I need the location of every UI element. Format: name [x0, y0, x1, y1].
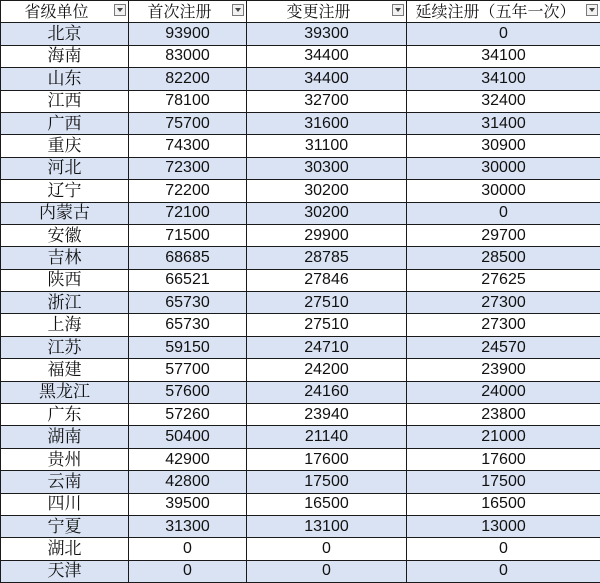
cell-renewal-registration[interactable]: 21000 [407, 426, 600, 448]
filter-dropdown-icon[interactable] [232, 4, 244, 16]
cell-change-registration[interactable]: 23940 [247, 404, 407, 426]
table-row [1, 224, 600, 246]
cell-change-registration[interactable]: 0 [247, 538, 407, 560]
column-header-label: 延续注册（五年一次） [415, 2, 575, 21]
cell-first-registration[interactable]: 42900 [129, 448, 247, 470]
cell-first-registration[interactable]: 93900 [129, 23, 247, 45]
cell-first-registration[interactable]: 57260 [129, 404, 247, 426]
table-row [1, 560, 600, 582]
cell-renewal-registration[interactable]: 0 [407, 202, 600, 224]
cell-renewal-registration[interactable]: 17500 [407, 471, 600, 493]
cell-first-registration[interactable]: 39500 [129, 493, 247, 515]
cell-renewal-registration[interactable]: 27300 [407, 292, 600, 314]
cell-renewal-registration[interactable]: 28500 [407, 247, 600, 269]
table-row [1, 336, 600, 358]
cell-first-registration[interactable]: 65730 [129, 314, 247, 336]
cell-first-registration[interactable]: 78100 [129, 90, 247, 112]
cell-change-registration[interactable]: 24200 [247, 359, 407, 381]
cell-renewal-registration[interactable]: 31400 [407, 112, 600, 134]
cell-renewal-registration[interactable]: 24000 [407, 381, 600, 403]
table-row [1, 471, 600, 493]
table-row [1, 538, 600, 560]
cell-province[interactable]: 山东 [1, 68, 129, 90]
table-row [1, 45, 600, 67]
cell-change-registration[interactable]: 13100 [247, 515, 407, 537]
cell-first-registration[interactable]: 68685 [129, 247, 247, 269]
table-row [1, 448, 600, 470]
cell-change-registration[interactable]: 30300 [247, 157, 407, 179]
cell-renewal-registration[interactable]: 16500 [407, 493, 600, 515]
cell-first-registration[interactable]: 72200 [129, 180, 247, 202]
cell-first-registration[interactable]: 72300 [129, 157, 247, 179]
cell-change-registration[interactable]: 24710 [247, 336, 407, 358]
cell-first-registration[interactable]: 66521 [129, 269, 247, 291]
cell-first-registration[interactable]: 72100 [129, 202, 247, 224]
cell-change-registration[interactable]: 16500 [247, 493, 407, 515]
cell-renewal-registration[interactable]: 0 [407, 538, 600, 560]
cell-province[interactable]: 云南 [1, 471, 129, 493]
cell-renewal-registration[interactable]: 27625 [407, 269, 600, 291]
table-row [1, 269, 600, 291]
table-row [1, 112, 600, 134]
cell-change-registration[interactable]: 31100 [247, 135, 407, 157]
table-row [1, 493, 600, 515]
cell-change-registration[interactable]: 39300 [247, 23, 407, 45]
cell-first-registration[interactable]: 57700 [129, 359, 247, 381]
cell-province[interactable]: 海南 [1, 45, 129, 67]
table-row [1, 23, 600, 45]
cell-change-registration[interactable]: 30200 [247, 180, 407, 202]
cell-province[interactable]: 福建 [1, 359, 129, 381]
cell-renewal-registration[interactable]: 29700 [407, 224, 600, 246]
cell-renewal-registration[interactable]: 23900 [407, 359, 600, 381]
cell-province[interactable]: 广东 [1, 404, 129, 426]
cell-first-registration[interactable]: 42800 [129, 471, 247, 493]
cell-province[interactable]: 天津 [1, 560, 129, 582]
cell-renewal-registration[interactable]: 13000 [407, 515, 600, 537]
cell-renewal-registration[interactable]: 23800 [407, 404, 600, 426]
column-header-first-registration[interactable] [129, 1, 247, 23]
cell-province[interactable]: 重庆 [1, 135, 129, 157]
table-row [1, 314, 600, 336]
table-row [1, 180, 600, 202]
cell-renewal-registration[interactable]: 30000 [407, 157, 600, 179]
cell-renewal-registration[interactable]: 0 [407, 560, 600, 582]
column-header-province[interactable] [1, 1, 129, 23]
table-row [1, 426, 600, 448]
filter-dropdown-icon[interactable] [586, 4, 598, 16]
cell-first-registration[interactable]: 0 [129, 538, 247, 560]
cell-renewal-registration[interactable]: 32400 [407, 90, 600, 112]
cell-change-registration[interactable]: 34400 [247, 68, 407, 90]
cell-first-registration[interactable]: 0 [129, 560, 247, 582]
cell-province[interactable]: 上海 [1, 314, 129, 336]
cell-change-registration[interactable]: 27846 [247, 269, 407, 291]
cell-change-registration[interactable]: 30200 [247, 202, 407, 224]
cell-renewal-registration[interactable]: 27300 [407, 314, 600, 336]
cell-renewal-registration[interactable]: 34100 [407, 45, 600, 67]
cell-first-registration[interactable]: 57600 [129, 381, 247, 403]
cell-province[interactable]: 广西 [1, 112, 129, 134]
cell-province[interactable]: 吉林 [1, 247, 129, 269]
cell-renewal-registration[interactable]: 30000 [407, 180, 600, 202]
cell-first-registration[interactable]: 65730 [129, 292, 247, 314]
cell-first-registration[interactable]: 59150 [129, 336, 247, 358]
cell-change-registration[interactable]: 31600 [247, 112, 407, 134]
cell-province[interactable]: 江西 [1, 90, 129, 112]
table-row [1, 515, 600, 537]
cell-province[interactable]: 贵州 [1, 448, 129, 470]
cell-province[interactable]: 黑龙江 [1, 381, 129, 403]
column-header-label: 首次注册 [147, 2, 211, 21]
cell-change-registration[interactable]: 28785 [247, 247, 407, 269]
table-row [1, 292, 600, 314]
cell-change-registration[interactable]: 27510 [247, 292, 407, 314]
table-row [1, 202, 600, 224]
table-row [1, 135, 600, 157]
filter-dropdown-icon[interactable] [114, 4, 126, 16]
column-header-label: 变更注册 [286, 2, 350, 21]
cell-province[interactable]: 四川 [1, 493, 129, 515]
cell-province[interactable]: 湖南 [1, 426, 129, 448]
column-header-change-registration[interactable] [247, 1, 407, 23]
header-row [1, 1, 600, 23]
table-row [1, 404, 600, 426]
filter-dropdown-icon[interactable] [392, 4, 404, 16]
column-header-label: 省级单位 [24, 2, 88, 21]
cell-first-registration[interactable]: 75700 [129, 112, 247, 134]
cell-first-registration[interactable]: 50400 [129, 426, 247, 448]
column-header-renewal-registration[interactable] [407, 1, 600, 23]
cell-first-registration[interactable]: 82200 [129, 68, 247, 90]
cell-province[interactable]: 江苏 [1, 336, 129, 358]
cell-change-registration[interactable]: 34400 [247, 45, 407, 67]
cell-renewal-registration[interactable]: 24570 [407, 336, 600, 358]
table-row [1, 247, 600, 269]
cell-first-registration[interactable]: 71500 [129, 224, 247, 246]
table-row [1, 90, 600, 112]
cell-change-registration[interactable]: 21140 [247, 426, 407, 448]
cell-change-registration[interactable]: 17600 [247, 448, 407, 470]
cell-change-registration[interactable]: 17500 [247, 471, 407, 493]
cell-change-registration[interactable]: 0 [247, 560, 407, 582]
cell-change-registration[interactable]: 29900 [247, 224, 407, 246]
cell-renewal-registration[interactable]: 30900 [407, 135, 600, 157]
cell-province[interactable]: 浙江 [1, 292, 129, 314]
cell-first-registration[interactable]: 31300 [129, 515, 247, 537]
table-row [1, 68, 600, 90]
table-row [1, 359, 600, 381]
cell-province[interactable]: 河北 [1, 157, 129, 179]
cell-province[interactable]: 宁夏 [1, 515, 129, 537]
cell-province[interactable]: 陕西 [1, 269, 129, 291]
cell-province[interactable]: 内蒙古 [1, 202, 129, 224]
cell-first-registration[interactable]: 74300 [129, 135, 247, 157]
table-body [1, 23, 600, 583]
table-row [1, 157, 600, 179]
table-row [1, 381, 600, 403]
cell-first-registration[interactable]: 83000 [129, 45, 247, 67]
cell-change-registration[interactable]: 32700 [247, 90, 407, 112]
cell-province[interactable]: 湖北 [1, 538, 129, 560]
cell-change-registration[interactable]: 24160 [247, 381, 407, 403]
cell-province[interactable]: 北京 [1, 23, 129, 45]
cell-renewal-registration[interactable]: 17600 [407, 448, 600, 470]
cell-renewal-registration[interactable]: 34100 [407, 68, 600, 90]
cell-change-registration[interactable]: 27510 [247, 314, 407, 336]
cell-renewal-registration[interactable]: 0 [407, 23, 600, 45]
cell-province[interactable]: 安徽 [1, 224, 129, 246]
cell-province[interactable]: 辽宁 [1, 180, 129, 202]
